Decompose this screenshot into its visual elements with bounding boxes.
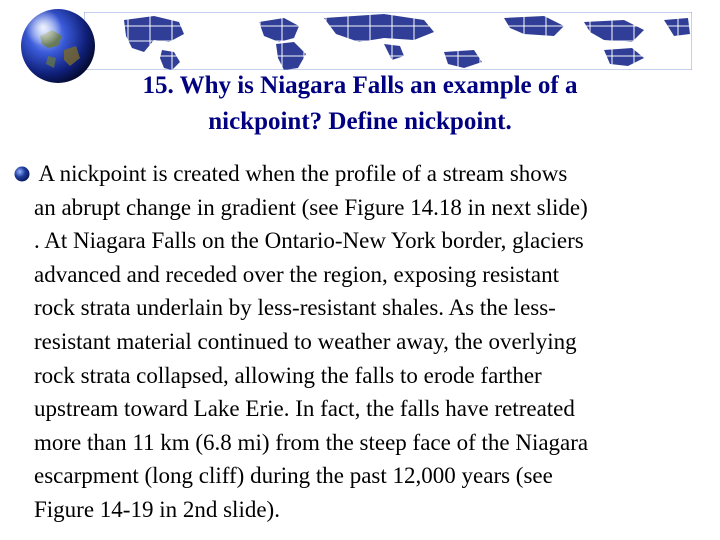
bullet-icon: [14, 166, 30, 182]
body-line: more than 11 km (6.8 mi) from the steep face of the Niagara: [34, 429, 589, 455]
body-line: Figure 14-19 in 2nd slide).: [34, 496, 280, 522]
body-line: escarpment (long cliff) during the past 12,000 years (see: [34, 463, 553, 489]
body-line: A nickpoint is created when the profile of a stream shows: [34, 161, 568, 186]
slide-title: 15. Why is Niagara Falls an example of a nickpoint? Define nickpoint.: [142, 72, 578, 135]
body-line: rock strata collapsed, allowing the falls to erode farther: [34, 362, 542, 388]
world-map-banner: [84, 12, 692, 70]
body-paragraph: [34, 157, 716, 527]
world-map-graphic: [84, 12, 692, 70]
body-line: upstream toward Lake Erie. In fact, the falls have retreated: [34, 396, 575, 422]
body-line: . At Niagara Falls on the Ontario-New York border, glaciers: [34, 228, 584, 254]
body-line: rock strata underlain by less-resistant shales. As the less-: [34, 295, 556, 321]
body-line: resistant material continued to weather away, the overlying: [34, 328, 577, 354]
body-line: advanced and receded over the region, exposing resistant: [34, 261, 559, 287]
body-line: an abrupt change in gradient (see Figure 14.18 in next slide): [34, 194, 588, 220]
